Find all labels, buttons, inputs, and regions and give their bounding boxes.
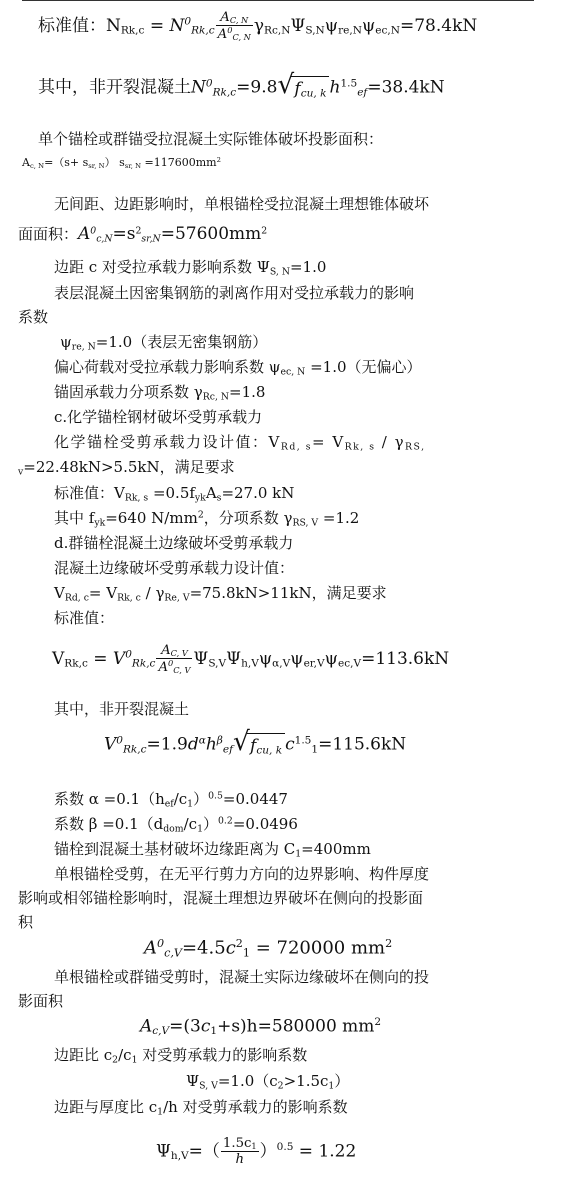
formula-nrkc0-uncracked: 其中，非开裂混凝土$N^0_{Rk,c}=9.8$ √ $f_{cu, k}$ $h^{1.5}_{ef}=38.4kN$	[38, 70, 445, 100]
top-rule	[22, 0, 534, 1]
text-line-07: 边距 c 对受拉承载力影响系数 $\Psi_{S, N}=1.0$	[54, 258, 327, 278]
text-line-28: 单根锚栓受剪，在无平行剪力方向的边界影响、构件厚度	[54, 865, 430, 883]
formula-vrkc-standard: $V_{Rk,c} = V^0_{Rk,c}$ $\frac{A_{C, V}}{A^0_{C, V}}$ $\Psi_{S,V}\Psi_{h,V}\psi_{\alpha,V}\psi_{er,V}\psi_{ec,V}=113.6kN$	[52, 643, 450, 676]
formula-acn0: 面面积：$A^0_{c,N}=s^2_{sr,N}=57600mm^2$	[18, 224, 268, 245]
thickness-ratio-fraction: $\frac{1.5c_1}{h}$	[222, 1136, 257, 1168]
text-line-15: $_v$=22.48kN>5.5kN，满足要求	[18, 458, 235, 478]
text-line-05: 无间距、边距影响时，单根锚栓受拉混凝土理想锥体破坏	[54, 195, 430, 213]
text-line-14: 化学锚栓受剪承载力设计值：$V_{Rd, s}= V_{Rk, s} / \gamma_{RS,}$	[54, 433, 426, 453]
area-ratio-fraction: $\frac{A_{C, N}}{A^0_{C, N}}$	[217, 10, 251, 43]
formula-acv0: $A^0_{c,V}=4.5c^2_1 = 720000$ $mm^2$	[144, 937, 393, 960]
text-line-36: $\Psi_{S, V}=1.0(c_2>1.5c_1)$	[186, 1072, 350, 1092]
text-line-29: 影响或相邻锚栓影响时，混凝土理想边界破坏在侧向的投影面	[18, 889, 424, 907]
shear-area-ratio-fraction: $\frac{A_{C, V}}{A^0_{C, V}}$	[158, 643, 191, 676]
text-line-12: 锚固承载力分项系数 $\gamma_{Rc, N}=1.8$	[54, 383, 266, 403]
text-line-09: 系数	[18, 308, 49, 326]
text-line-37: 边距与厚度比 $c_1/h$ 对受剪承载力的影响系数	[54, 1098, 348, 1118]
text-line-27: 锚栓到混凝土基材破坏边缘距离为 $C_1=400mm$	[54, 840, 371, 860]
text-line-32: 单根锚栓或群锚受剪时，混凝土实际边缘破坏在侧向的投	[54, 968, 430, 986]
text-line-10: $\psi_{re, N}=1.0$（表层无密集钢筋）	[60, 333, 268, 353]
text-line-08: 表层混凝土因密集钢筋的剥离作用对受拉承载力的影响	[54, 284, 415, 302]
formula-acn: $A_{c, N}=(s+ s_{sr, N})$ $s_{sr, N} =117600mm^2$	[22, 156, 221, 170]
sqrt-fcuk: √ $f_{cu, k}$	[277, 76, 329, 100]
text-line-23: 其中，非开裂混凝土	[54, 700, 190, 718]
heading-c: c.化学锚栓钢材破坏受剪承载力	[54, 408, 263, 426]
text-line-26: 系数 $\beta =0.1(d_{dom}/c_1)^{0.2}=0.0496$	[54, 815, 298, 835]
formula-vrkc0-uncracked: $V^0_{Rk,c}=1.9d^\alpha h^\beta_{ef}$ √ $f_{cu, k}$ $c^{1.5}_1=115.6kN$	[104, 727, 407, 757]
formula-nrkc-standard: 标准值：$N_{Rk,c} = N^0_{Rk,c}$ $\frac{A_{C, N}}{A^0_{C, N}}$ $\gamma_{Rc,N}\Psi_{S,N}\psi_{re,N}\psi_{ec,N}=78.4kN$	[38, 10, 478, 43]
formula-psi-hv: $\Psi_{h,V}=$（ $\frac{1.5c_1}{h}$ ）$^{0.5}$ = 1.22	[156, 1136, 357, 1168]
text-line-20: $V_{Rd, c}= V_{Rk, c} / \gamma_{Re, V}=75.8kN>11kN$，满足要求	[54, 584, 387, 604]
sqrt-fcuk-shear: √ $f_{cu, k}$	[233, 733, 285, 757]
text-line-11: 偏心荷载对受拉承载力影响系数 $\psi_{ec, N} =1.0$（无偏心）	[54, 358, 422, 378]
heading-d: d.群锚栓混凝土边缘破坏受剪承载力	[54, 534, 294, 552]
text-line-30: 积	[18, 913, 34, 931]
text-line-17: 其中 $f_{yk}=640$ $N/mm^2$，分项系数 $\gamma_{RS, V} =1.2$	[54, 509, 360, 529]
text-line-16: 标准值：$V_{Rk, s} =0.5f_{yk}A_s=27.0$ kN	[54, 484, 295, 504]
text-line-25: 系数 $\alpha =0.1(h_{ef}/c_1)^{0.5}=0.0447$	[54, 790, 288, 810]
text-line-33: 影面积	[18, 992, 64, 1010]
text-line-21: 标准值：	[54, 609, 115, 627]
text-line-19: 混凝土边缘破坏受剪承载力设计值：	[54, 559, 295, 577]
text-line-35: 边距比 $c_2/c_1$ 对受剪承载力的影响系数	[54, 1046, 308, 1066]
text-line-03: 单个锚栓或群锚受拉混凝土实际锥体破坏投影面积：	[38, 130, 384, 148]
formula-acv: $A_{c,V}=(3c_1+s)h=580000$ $mm^2$	[140, 1016, 382, 1037]
